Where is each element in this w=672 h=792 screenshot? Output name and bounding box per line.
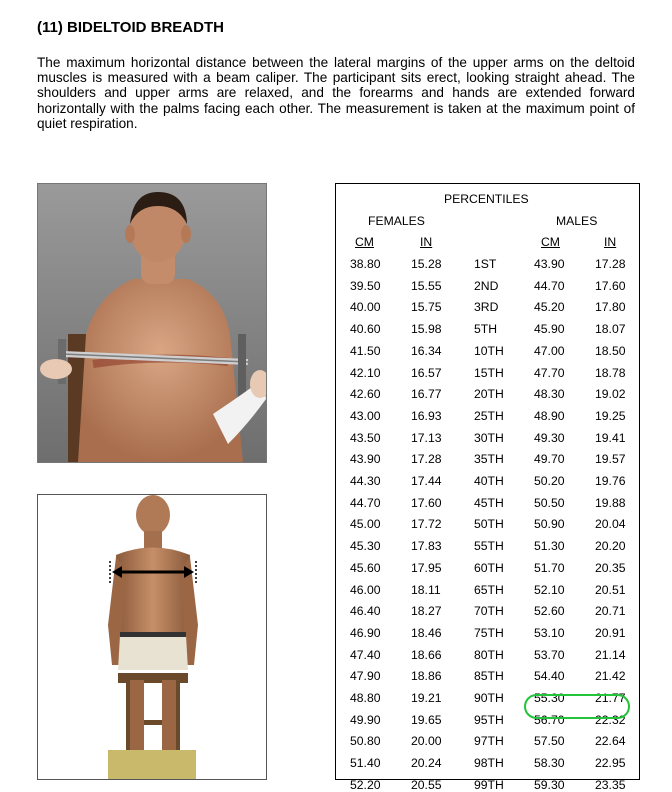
cell-female-cm: 48.80 — [350, 691, 381, 705]
cell-female-in: 17.95 — [411, 560, 442, 575]
cell-male-cm: 49.30 — [534, 430, 565, 445]
cell-female-cm: 40.60 — [350, 322, 381, 337]
cell-percentile: 60TH — [474, 560, 504, 575]
cell-male-cm: 43.90 — [534, 257, 565, 271]
cell-male-cm: 45.20 — [534, 300, 565, 315]
cell-female-cm: 38.80 — [350, 257, 381, 271]
cell-female-in: 20.00 — [411, 734, 442, 749]
cell-male-in: 22.32 — [595, 712, 626, 727]
cell-female-in: 17.28 — [411, 452, 442, 467]
cell-female-in: 19.21 — [411, 691, 442, 705]
cell-female-cm: 51.40 — [350, 756, 381, 771]
cell-percentile: 2ND — [474, 278, 499, 293]
cell-female-in: 17.44 — [411, 474, 442, 488]
measurement-description: The maximum horizontal distance between the lateral margins of the upper arms on the deltoid muscles is measured with a beam caliper. The participant sits erect, looking straight ahead. The shoulders and upper arms are relaxed, and the forearms and hands are extended forward horizontally with the palms facing each other. The measurement is taken at the maximum point of quiet respiration. — [37, 55, 635, 131]
cell-female-cm: 47.90 — [350, 669, 381, 684]
unit-header-female-cm: CM — [355, 235, 374, 249]
cell-female-cm: 50.80 — [350, 734, 381, 749]
cell-percentile: 75TH — [474, 625, 504, 640]
unit-header-male-cm: CM — [541, 235, 560, 249]
cell-percentile: 97TH — [474, 734, 504, 749]
cell-female-in: 15.98 — [411, 322, 442, 337]
cell-female-in: 17.60 — [411, 495, 442, 510]
cell-male-cm: 51.30 — [534, 539, 565, 554]
cell-male-cm: 50.50 — [534, 495, 565, 510]
cell-male-in: 19.76 — [595, 474, 626, 488]
cell-female-cm: 43.50 — [350, 430, 381, 445]
cell-male-in: 21.14 — [595, 647, 626, 662]
cell-female-cm: 40.00 — [350, 300, 381, 315]
cell-male-in: 17.28 — [595, 257, 626, 271]
cell-male-in: 21.42 — [595, 669, 626, 684]
cell-male-cm: 52.60 — [534, 604, 565, 619]
caliper-photo — [37, 183, 267, 463]
cell-female-in: 16.77 — [411, 387, 442, 402]
cell-female-in: 18.27 — [411, 604, 442, 619]
cell-male-cm: 58.30 — [534, 756, 565, 771]
seated-figure-drawing — [38, 495, 266, 779]
cell-female-cm: 42.10 — [350, 365, 381, 380]
cell-female-in: 16.34 — [411, 343, 442, 358]
cell-female-cm: 39.50 — [350, 278, 381, 293]
cell-male-cm: 50.90 — [534, 517, 565, 532]
cell-male-cm: 57.50 — [534, 734, 565, 749]
cell-female-in: 18.46 — [411, 625, 442, 640]
males-header: MALES — [556, 214, 598, 228]
cell-male-cm: 49.70 — [534, 452, 565, 467]
cell-female-cm: 45.30 — [350, 539, 381, 554]
cell-female-cm: 46.90 — [350, 625, 381, 640]
cell-female-in: 16.93 — [411, 408, 442, 423]
cell-male-in: 18.50 — [595, 343, 626, 358]
cell-percentile: 30TH — [474, 430, 504, 445]
cell-male-cm: 48.30 — [534, 387, 565, 402]
cell-female-cm: 47.40 — [350, 647, 381, 662]
cell-female-cm: 46.40 — [350, 604, 381, 619]
cell-female-cm: 43.00 — [350, 408, 381, 423]
cell-male-in: 20.04 — [595, 517, 626, 532]
cell-male-cm: 55.30 — [534, 691, 565, 705]
cell-female-in: 19.65 — [411, 712, 442, 727]
cell-male-cm: 47.00 — [534, 343, 565, 358]
cell-female-in: 15.55 — [411, 278, 442, 293]
cell-female-in: 20.24 — [411, 756, 442, 771]
cell-male-in: 19.88 — [595, 495, 626, 510]
cell-percentile: 10TH — [474, 343, 504, 358]
cell-female-cm: 52.20 — [350, 777, 381, 792]
cell-male-cm: 56.70 — [534, 712, 565, 727]
cell-male-in: 20.71 — [595, 604, 626, 619]
cell-male-in: 20.35 — [595, 560, 626, 575]
cell-percentile: 95TH — [474, 712, 504, 727]
cell-female-cm: 44.70 — [350, 495, 381, 510]
cell-male-in: 19.02 — [595, 387, 626, 402]
cell-female-in: 17.83 — [411, 539, 442, 554]
cell-percentile: 15TH — [474, 365, 504, 380]
cell-male-in: 19.25 — [595, 408, 626, 423]
cell-male-cm: 44.70 — [534, 278, 565, 293]
unit-header-female-in: IN — [420, 235, 433, 249]
cell-male-in: 20.91 — [595, 625, 626, 640]
highlight-circle-95th-male — [524, 694, 630, 719]
cell-female-cm: 42.60 — [350, 387, 381, 402]
cell-male-in: 17.80 — [595, 300, 626, 315]
cell-percentile: 99TH — [474, 777, 504, 792]
cell-male-cm: 47.70 — [534, 365, 565, 380]
cell-percentile: 1ST — [474, 257, 497, 271]
cell-female-cm: 49.90 — [350, 712, 381, 727]
cell-female-in: 17.72 — [411, 517, 442, 532]
cell-male-cm: 51.70 — [534, 560, 565, 575]
cell-male-cm: 53.10 — [534, 625, 565, 640]
unit-header-male-in: IN — [604, 235, 617, 249]
cell-female-in: 18.86 — [411, 669, 442, 684]
cell-female-in: 18.66 — [411, 647, 442, 662]
cell-male-cm: 48.90 — [534, 408, 565, 423]
cell-female-in: 20.55 — [411, 777, 442, 792]
cell-male-in: 18.07 — [595, 322, 626, 337]
cell-percentile: 50TH — [474, 517, 504, 532]
cell-percentile: 3RD — [474, 300, 499, 315]
cell-male-in: 20.51 — [595, 582, 626, 597]
cell-percentile: 40TH — [474, 474, 504, 488]
cell-male-cm: 52.10 — [534, 582, 565, 597]
cell-female-cm: 46.00 — [350, 582, 381, 597]
cell-male-in: 22.64 — [595, 734, 626, 749]
cell-male-in: 18.78 — [595, 365, 626, 380]
cell-percentile: 70TH — [474, 604, 504, 619]
cell-percentile: 20TH — [474, 387, 504, 402]
cell-male-in: 20.20 — [595, 539, 626, 554]
cell-male-in: 23.35 — [595, 777, 626, 792]
cell-female-in: 15.28 — [411, 257, 442, 271]
section-title: (11) BIDELTOID BREADTH — [37, 19, 224, 36]
cell-percentile: 90TH — [474, 691, 504, 705]
cell-female-cm: 43.90 — [350, 452, 381, 467]
cell-percentile: 65TH — [474, 582, 504, 597]
cell-male-cm: 53.70 — [534, 647, 565, 662]
cell-female-in: 18.11 — [411, 582, 441, 597]
cell-percentile: 85TH — [474, 669, 504, 684]
cell-percentile: 80TH — [474, 647, 504, 662]
cell-percentile: 25TH — [474, 408, 504, 423]
cell-male-in: 21.77 — [595, 691, 626, 705]
caliper-photo-drawing — [38, 184, 266, 462]
cell-female-cm: 44.30 — [350, 474, 381, 488]
cell-percentile: 45TH — [474, 495, 504, 510]
cell-female-in: 15.75 — [411, 300, 442, 315]
cell-percentile: 98TH — [474, 756, 504, 771]
cell-percentile: 55TH — [474, 539, 504, 554]
cell-percentile: 35TH — [474, 452, 504, 467]
cell-male-cm: 45.90 — [534, 322, 565, 337]
cell-male-in: 22.95 — [595, 756, 626, 771]
cell-female-in: 17.13 — [411, 430, 442, 445]
cell-male-in: 19.57 — [595, 452, 626, 467]
cell-percentile: 5TH — [474, 322, 498, 337]
cell-male-in: 17.60 — [595, 278, 626, 293]
cell-female-cm: 45.60 — [350, 560, 381, 575]
cell-female-cm: 41.50 — [350, 343, 381, 358]
cell-male-in: 19.41 — [595, 430, 626, 445]
cell-female-in: 16.57 — [411, 365, 442, 380]
seated-figure-illustration — [37, 494, 267, 780]
cell-male-cm: 50.20 — [534, 474, 565, 488]
cell-male-cm: 59.30 — [534, 777, 565, 792]
table-title: PERCENTILES — [444, 192, 529, 206]
females-header: FEMALES — [368, 214, 425, 228]
cell-male-cm: 54.40 — [534, 669, 565, 684]
cell-female-cm: 45.00 — [350, 517, 381, 532]
